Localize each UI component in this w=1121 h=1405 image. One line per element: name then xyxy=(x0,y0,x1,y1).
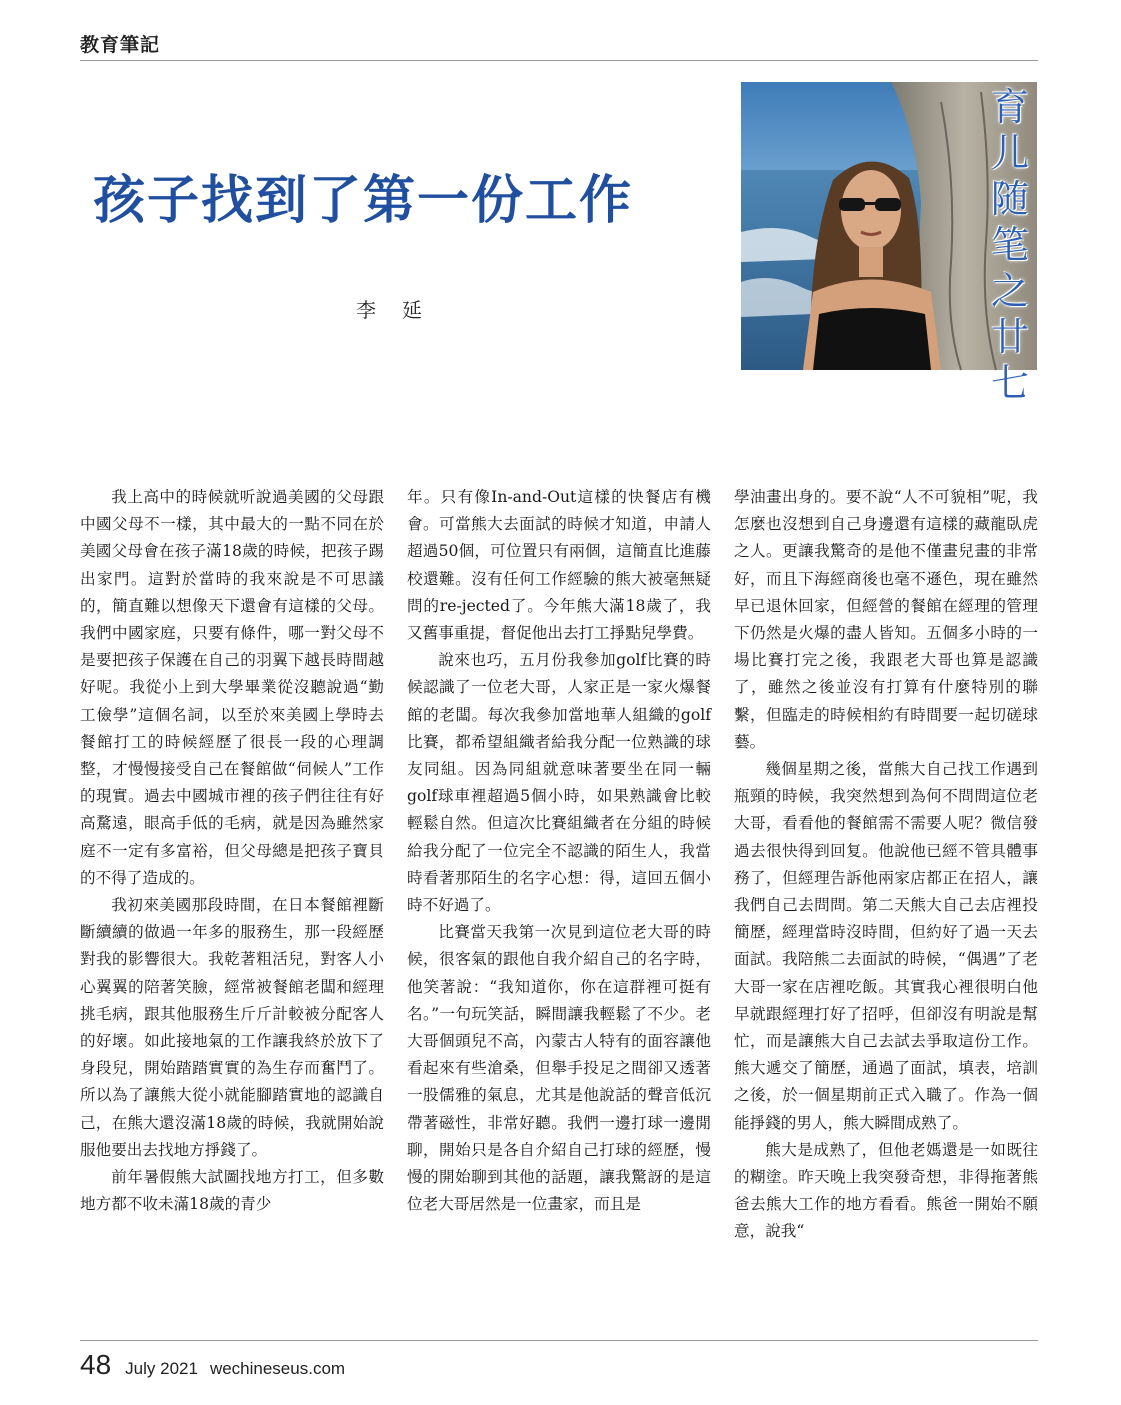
header-divider xyxy=(80,60,1038,61)
author-photo xyxy=(741,82,1037,405)
article-body xyxy=(80,484,1038,1319)
series-tag-char: 儿 xyxy=(990,131,1029,175)
text-column-2 xyxy=(407,484,711,1319)
website-link[interactable]: wechineseus.com xyxy=(209,1359,346,1378)
paragraph: 我初來美國那段時間，在日本餐館裡斷斷續續的做過一年多的服務生，那一段經歷對我的影響很大。我乾著粗活兒，對客人小心翼翼的陪著笑臉，經常被餐館老闆和經理挑毛病，跟其他服務生斤斤計較被分配客人的好壞。如此接地氣的工作讓我終於放下了身段兒，開始踏踏實實的為生存而奮鬥了。所以為了讓熊大從小就能腳踏實地的認識自己，在熊大還沒滿18歲的時候，我就開始說服他要出去找地方掙錢了。 xyxy=(80,896,384,1159)
series-tag-char: 育 xyxy=(990,85,1029,129)
paragraph: 說來也巧，五月份我參加golf比賽的時候認識了一位老大哥，人家正是一家火爆餐館的老闆。每次我參加當地華人組織的golf比賽，都希望組織者給我分配一位熟識的球友同組。因為同組就意味著要坐在同一輛golf球車裡超過5個小時，如果熟識會比較輕鬆自然。但這次比賽組織者在分組的時候給我分配了一位完全不認識的陌生人，我當時看著那陌生的名字心想：得，這回五個小時不好過了。 xyxy=(407,651,711,915)
text-column-1 xyxy=(80,484,384,1319)
paragraph: 前年暑假熊大試圖找地方打工，但多數地方都不收未滿18歲的青少 xyxy=(80,1168,384,1214)
paragraph: 年。只有像In-and-Out這樣的快餐店有機會。可當熊大去面試的時候才知道，申請人超過50個，可位置只有兩個，這簡直比進藤校還難。沒有任何工作經驗的熊大被毫無疑問的re-jected了。今年熊大滿18歲了，我又舊事重提，督促他出去打工掙點兒學費。 xyxy=(407,488,711,643)
author-byline: 李延 xyxy=(356,298,448,322)
footer-divider xyxy=(80,1340,1038,1341)
page-footer xyxy=(80,1349,345,1381)
text-column-3 xyxy=(734,484,1038,1319)
series-tag-char: 之 xyxy=(990,269,1029,313)
issue-date: July 2021 xyxy=(125,1359,198,1378)
series-tag xyxy=(991,84,1029,406)
paragraph: 學油畫出身的。要不說“人不可貌相”呢，我怎麼也沒想到自己身邊還有這樣的藏龍臥虎之人。更讓我驚奇的是他不僅畫兒畫的非常好，而且下海經商後也毫不遜色，現在雖然早已退休回家，但經營的餐館在經理的管理下仍然是火爆的盡人皆知。五個多小時的一場比賽打完之後，我跟老大哥也算是認識了，雖然之後並沒有打算有什麼特別的聯繫，但臨走的時候相約有時間要一起切磋球藝。 xyxy=(734,488,1038,751)
series-tag-char: 笔 xyxy=(990,223,1029,267)
paragraph: 我上高中的時候就听說過美國的父母跟中國父母不一樣，其中最大的一點不同在於美國父母會在孩子滿18歲的時候，把孩子踢出家門。這對於當時的我來說是不可思議的，簡直難以想像天下還會有這樣的父母。我們中國家庭，只要有條件，哪一對父母不是要把孩子保護在自己的羽翼下越長時間越好呢。我從小上到大學畢業從沒聽說過“勤工儉學”這個名詞，以至於來美國上學時去餐館打工的時候經歷了很長一段的心理調整，才慢慢接受自己在餐館做“伺候人”工作的現實。過去中國城市裡的孩子們往往有好高騖遠，眼高手低的毛病，就是因為雖然家庭不一定有多富裕，但父母總是把孩子寶貝的不得了造成的。 xyxy=(80,488,384,887)
series-tag-char: 七 xyxy=(990,361,1029,405)
paragraph: 比賽當天我第一次見到這位老大哥的時候，很客氣的跟他自我介紹自己的名字時，他笑著說：“我知道你，你在這群裡可挺有名。”一句玩笑話，瞬間讓我輕鬆了不少。老大哥個頭兒不高，內蒙古人特有的面容讓他看起來有些滄桑，但舉手投足之間卻又透著一股儒雅的氣息，尤其是他說話的聲音低沉帶著磁性，非常好聽。我們一邊打球一邊閒聊，開始只是各自介紹自己打球的經歷，慢慢的開始聊到其他的話題，讓我驚訝的是這位老大哥居然是一位畫家，而且是 xyxy=(407,923,711,1214)
paragraph: 熊大是成熟了，但他老媽還是一如既往的糊塗。昨天晚上我突發奇想，非得拖著熊爸去熊大工作的地方看看。熊爸一開始不願意，說我“ xyxy=(734,1140,1038,1241)
article-title: 孩子找到了第一份工作 xyxy=(93,171,634,231)
paragraph: 幾個星期之後，當熊大自己找工作遇到瓶頸的時候，我突然想到為何不問問這位老大哥，看看他的餐館需不需要人呢？微信發過去很快得到回复。他說他已經不管具體事務了，但經理告訴他兩家店都正在招人，讓我們自己去問問。第二天熊大自己去店裡投簡歷，經理當時沒時間，但約好了過一天去面試。我陪熊二去面試的時候，“偶遇”了老大哥一家在店裡吃飯。其實我心裡很明白他早就跟經理打好了招呼，但卻沒有明說是幫忙，而是讓熊大自己去試去爭取這份工作。熊大遞交了簡歷，通過了面試，填表，培訓之後，於一個星期前正式入職了。作為一個能掙錢的男人，熊大瞬間成熟了。 xyxy=(734,760,1038,1132)
series-tag-char: 随 xyxy=(990,177,1029,221)
section-label: 教育筆記 xyxy=(80,34,161,56)
series-tag-char: 廿 xyxy=(990,315,1029,359)
page-number: 48 xyxy=(80,1349,112,1380)
